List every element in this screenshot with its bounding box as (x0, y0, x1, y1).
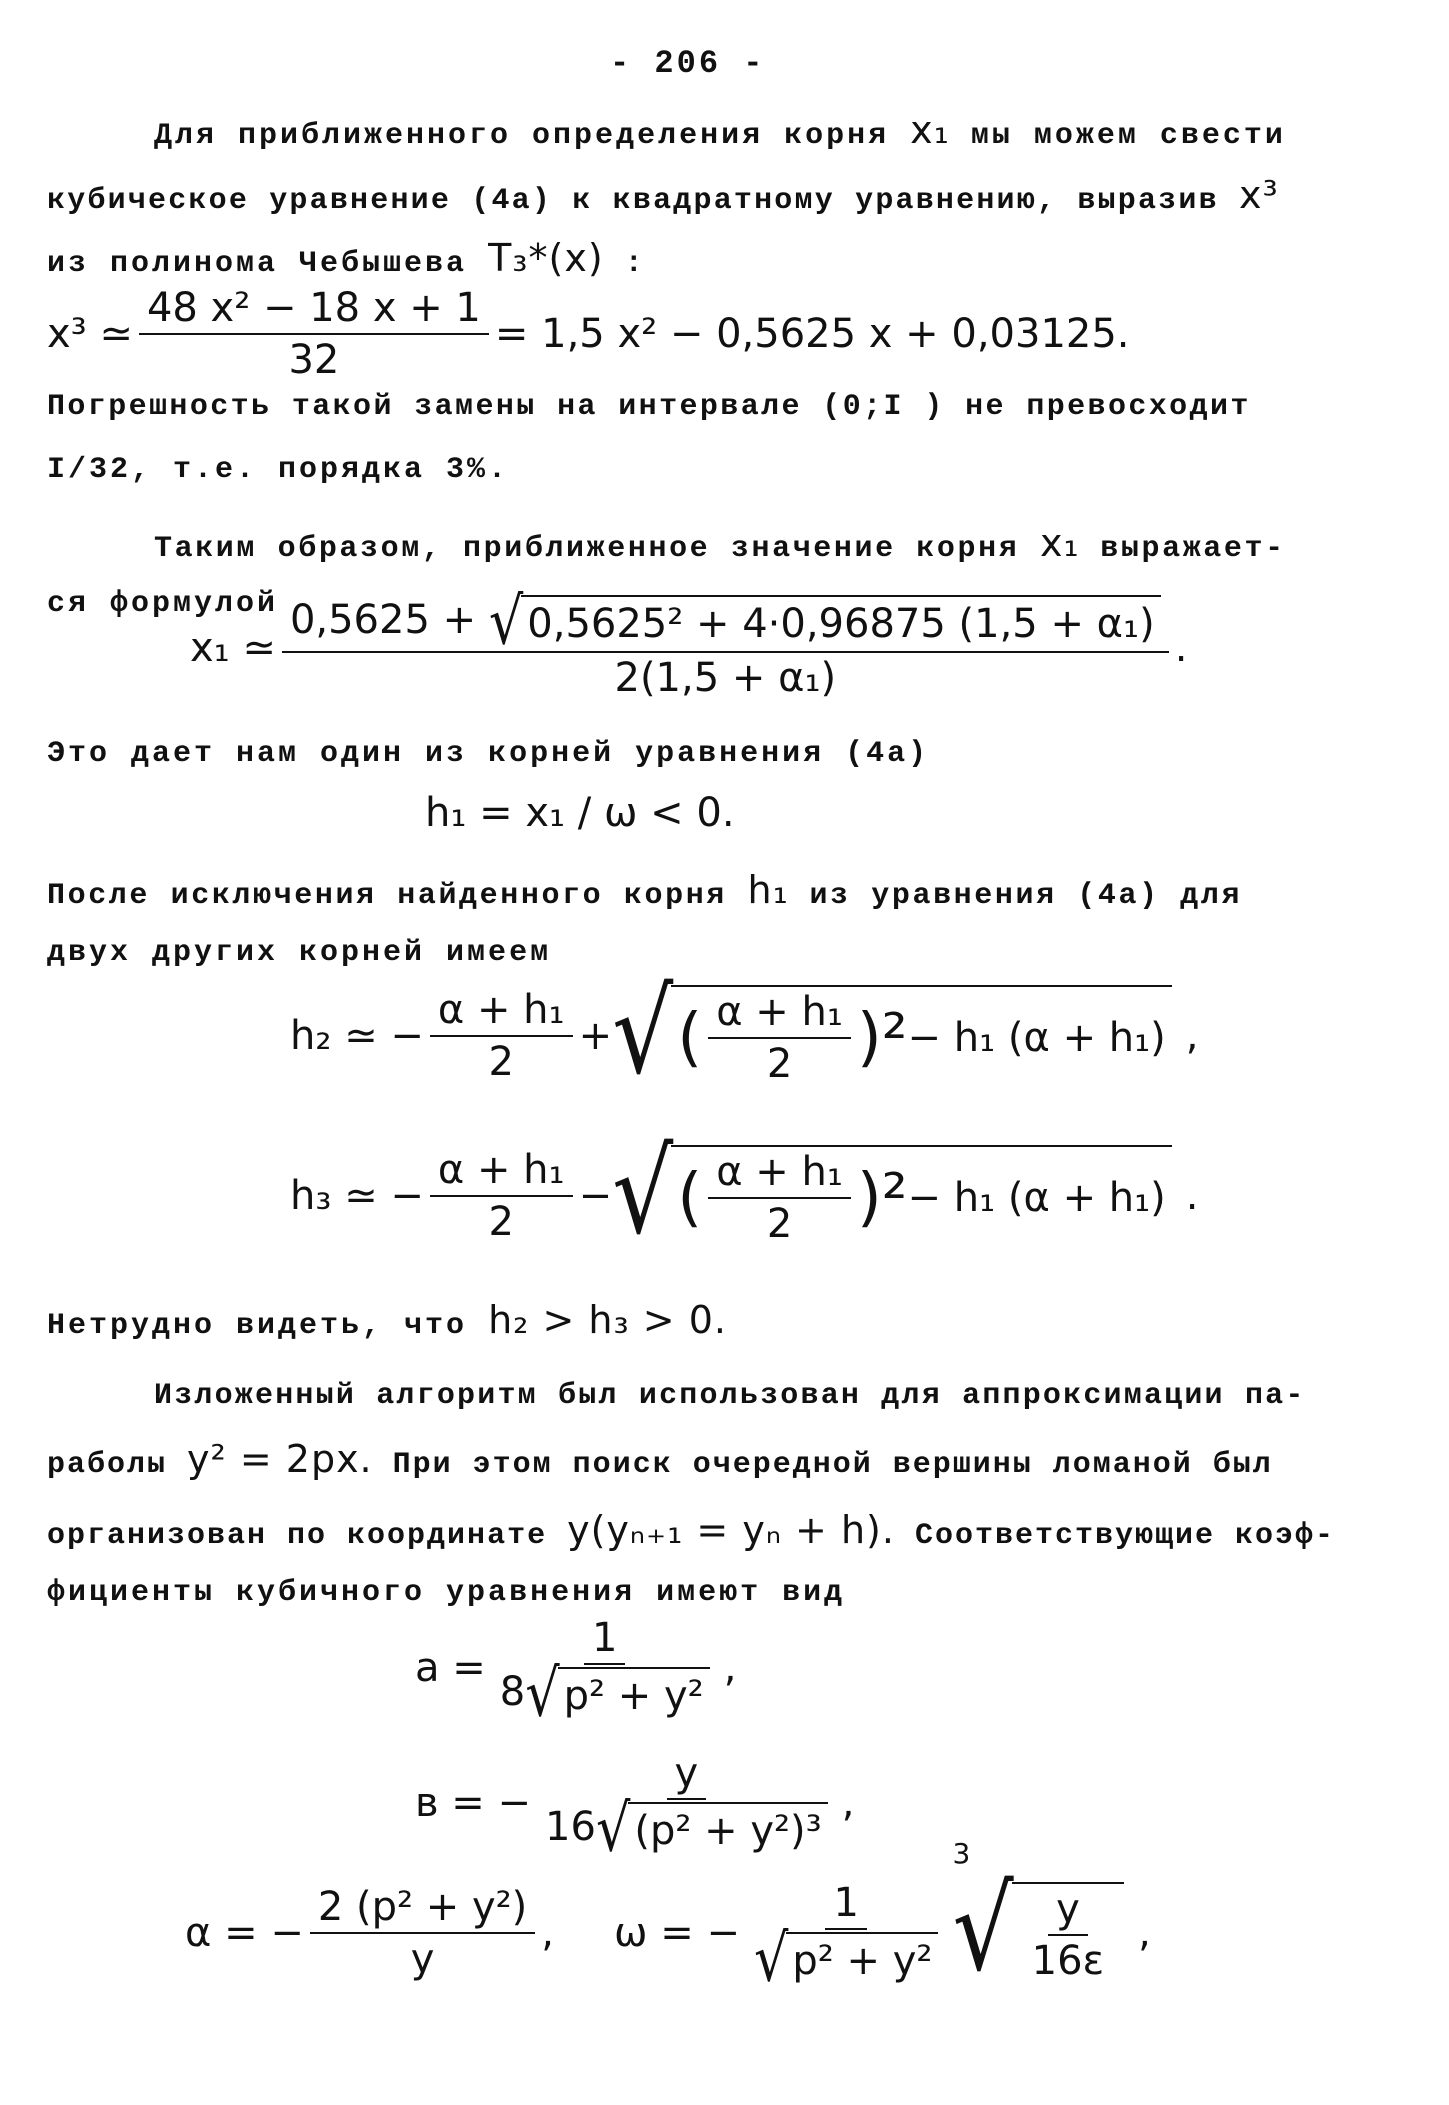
text: После исключения найденного корня (47, 879, 727, 913)
text: из полинома Чебышева (47, 247, 468, 281)
radical-sign: √ (525, 1655, 560, 1732)
denominator: 32 (288, 337, 340, 383)
paren: ( (677, 1001, 703, 1075)
fraction (430, 987, 573, 1085)
lhs: h₂ ≃ − (290, 1013, 424, 1059)
math-h1: h₁ (747, 868, 789, 912)
paren: ( (677, 1161, 703, 1235)
lhs: ω = − (614, 1910, 740, 1956)
sqrt (595, 1790, 828, 1867)
text: Нетрудно видеть, что (47, 1309, 468, 1343)
radical-sign: √ (595, 1790, 631, 1867)
numerator: 1 (825, 1880, 866, 1930)
numerator: α + h₁ (708, 989, 851, 1039)
fraction (537, 1750, 836, 1867)
radical-sign: √ (612, 1125, 674, 1260)
radicand: p² + y² (558, 1667, 710, 1721)
text: из уравнения (4а) для (809, 879, 1243, 913)
text: выражает- (1100, 532, 1286, 566)
numerator: 48 x² − 18 x + 1 (139, 285, 489, 335)
lhs: α = − (185, 1910, 304, 1956)
end: , (723, 1645, 737, 1691)
fraction (708, 1149, 851, 1247)
numerator: 2 (p² + y²) (310, 1884, 535, 1934)
fraction (746, 1880, 947, 1997)
paragraph-line (47, 1439, 1273, 1485)
paragraph-line (47, 1510, 1335, 1556)
denominator: 16ε (1031, 1938, 1105, 1984)
coef: 16 (545, 1804, 596, 1850)
fraction (282, 583, 1169, 701)
text: мы можем свести (970, 119, 1286, 153)
text: Для приближенного определения корня (154, 119, 890, 153)
numerator: y (667, 1750, 707, 1800)
radicand (671, 985, 1172, 1087)
operator: + (578, 1013, 613, 1059)
term: − h₁ (α + h₁) (907, 1015, 1166, 1061)
lhs: x³ ≃ (47, 311, 133, 357)
paragraph-line: I/32, т.е. порядка 3%. (47, 453, 510, 487)
rhs: = 1,5 x² − 0,5625 x + 0,03125. (494, 311, 1130, 357)
sqrt (488, 583, 1161, 660)
paren: )² (856, 1001, 908, 1075)
denominator: 2(1,5 + α₁) (614, 655, 837, 701)
text: организован по координате (47, 1519, 548, 1553)
term: − h₁ (α + h₁) (907, 1175, 1166, 1221)
fraction (430, 1147, 573, 1245)
lhs: x₁ ≃ (190, 625, 276, 671)
numerator: 1 (584, 1615, 625, 1665)
radical-sign: √ (753, 1920, 789, 1997)
formula-b (415, 1750, 855, 1867)
paragraph-line: Это дает нам один из корней уравнения (4а) (47, 737, 930, 771)
paragraph-line (47, 238, 646, 284)
lhs: h₃ ≃ − (290, 1173, 424, 1219)
page-number: - 206 - (610, 45, 766, 82)
text: : (624, 247, 646, 281)
lhs: a = (415, 1645, 486, 1691)
paragraph-line: двух других корней имеем (47, 936, 552, 970)
denominator (746, 1920, 947, 1997)
denominator: 2 (766, 1041, 793, 1087)
radicand: 0,5625² + 4·0,96875 (1,5 + α₁) (521, 595, 1160, 649)
math-x1: x₁ (1039, 521, 1080, 565)
operator: − (578, 1173, 613, 1219)
formula-h1: h₁ = x₁ / ω < 0. (425, 790, 735, 836)
numerator: y (1048, 1886, 1088, 1936)
denominator (492, 1655, 718, 1732)
radicand: p² + y² (786, 1932, 938, 1986)
math-coordinate: y(yₙ₊₁ = yₙ + h). (567, 1508, 895, 1552)
denominator: 2 (766, 1201, 793, 1247)
cube-root (952, 1837, 1124, 1997)
paragraph-line: ся формулой (47, 587, 279, 621)
end: . (1174, 625, 1188, 671)
lhs: в = − (415, 1780, 532, 1826)
radical-sign: √ (612, 965, 674, 1100)
paragraph-line (47, 1300, 727, 1346)
math-x1: x₁ (910, 108, 950, 152)
numerator: α + h₁ (430, 987, 573, 1037)
formula-a (415, 1615, 737, 1732)
denominator: 2 (488, 1199, 514, 1245)
numerator: α + h₁ (708, 1149, 851, 1199)
fraction (492, 1615, 718, 1732)
math-x3: x³ (1238, 173, 1279, 217)
paragraph-line: Погрешность такой замены на интервале (0;I ) не превосходит (47, 390, 1251, 424)
term: 0,5625 + (289, 597, 477, 643)
formula-alpha-omega (185, 1837, 1151, 1997)
radicand: (p² + y²)³ (628, 1802, 827, 1856)
denominator (537, 1790, 836, 1867)
text: Таким образом, приближенное значение корня (154, 532, 1020, 566)
root-index: 3 (952, 1837, 971, 1870)
formula-h3 (290, 1125, 1199, 1260)
end: , (541, 1910, 554, 1956)
end: , (841, 1780, 855, 1826)
paragraph-line (47, 870, 1242, 916)
paragraph-line: фициенты кубичного уравнения имеют вид (47, 1576, 846, 1610)
formula-x1 (190, 583, 1188, 701)
coef: 8 (499, 1669, 526, 1715)
sqrt (753, 1920, 939, 1997)
fraction (708, 989, 851, 1087)
math-inequality: h₂ > h₃ > 0. (488, 1298, 727, 1342)
paren: )² (856, 1161, 908, 1235)
formula-x3-approx (47, 285, 1130, 383)
fraction (139, 285, 489, 383)
math-parabola: y² = 2px. (187, 1437, 373, 1481)
numerator (282, 583, 1169, 660)
sqrt (612, 1125, 1172, 1260)
fraction (1024, 1886, 1113, 1984)
sqrt (525, 1655, 710, 1732)
end: , (1138, 1910, 1151, 1956)
denominator: y (410, 1936, 435, 1982)
paragraph-line (47, 175, 1279, 221)
text: Соответствующие коэф- (914, 1519, 1336, 1553)
end: , (1185, 1013, 1199, 1059)
formula-h2 (290, 965, 1199, 1100)
radical-sign: √ (952, 1862, 1014, 1997)
text: кубическое уравнение (4а) к квадратному уравнению, выразив (47, 184, 1219, 218)
sqrt (612, 965, 1172, 1100)
text: раболы (47, 1448, 168, 1482)
paragraph-line (154, 523, 1286, 569)
paragraph-line: Изложенный алгоритм был использован для аппроксимации па- (154, 1379, 1306, 1413)
radical-sign: √ (488, 583, 524, 660)
denominator: 2 (488, 1039, 514, 1085)
end: . (1185, 1173, 1199, 1219)
math-chebyshev: T₃*(x) (488, 236, 604, 280)
text: При этом поиск очередной вершины ломаной был (392, 1448, 1273, 1482)
radicand (671, 1145, 1172, 1247)
numerator: α + h₁ (430, 1147, 573, 1197)
fraction (310, 1884, 535, 1982)
radicand (1012, 1882, 1125, 1984)
paragraph-line (154, 110, 1286, 156)
